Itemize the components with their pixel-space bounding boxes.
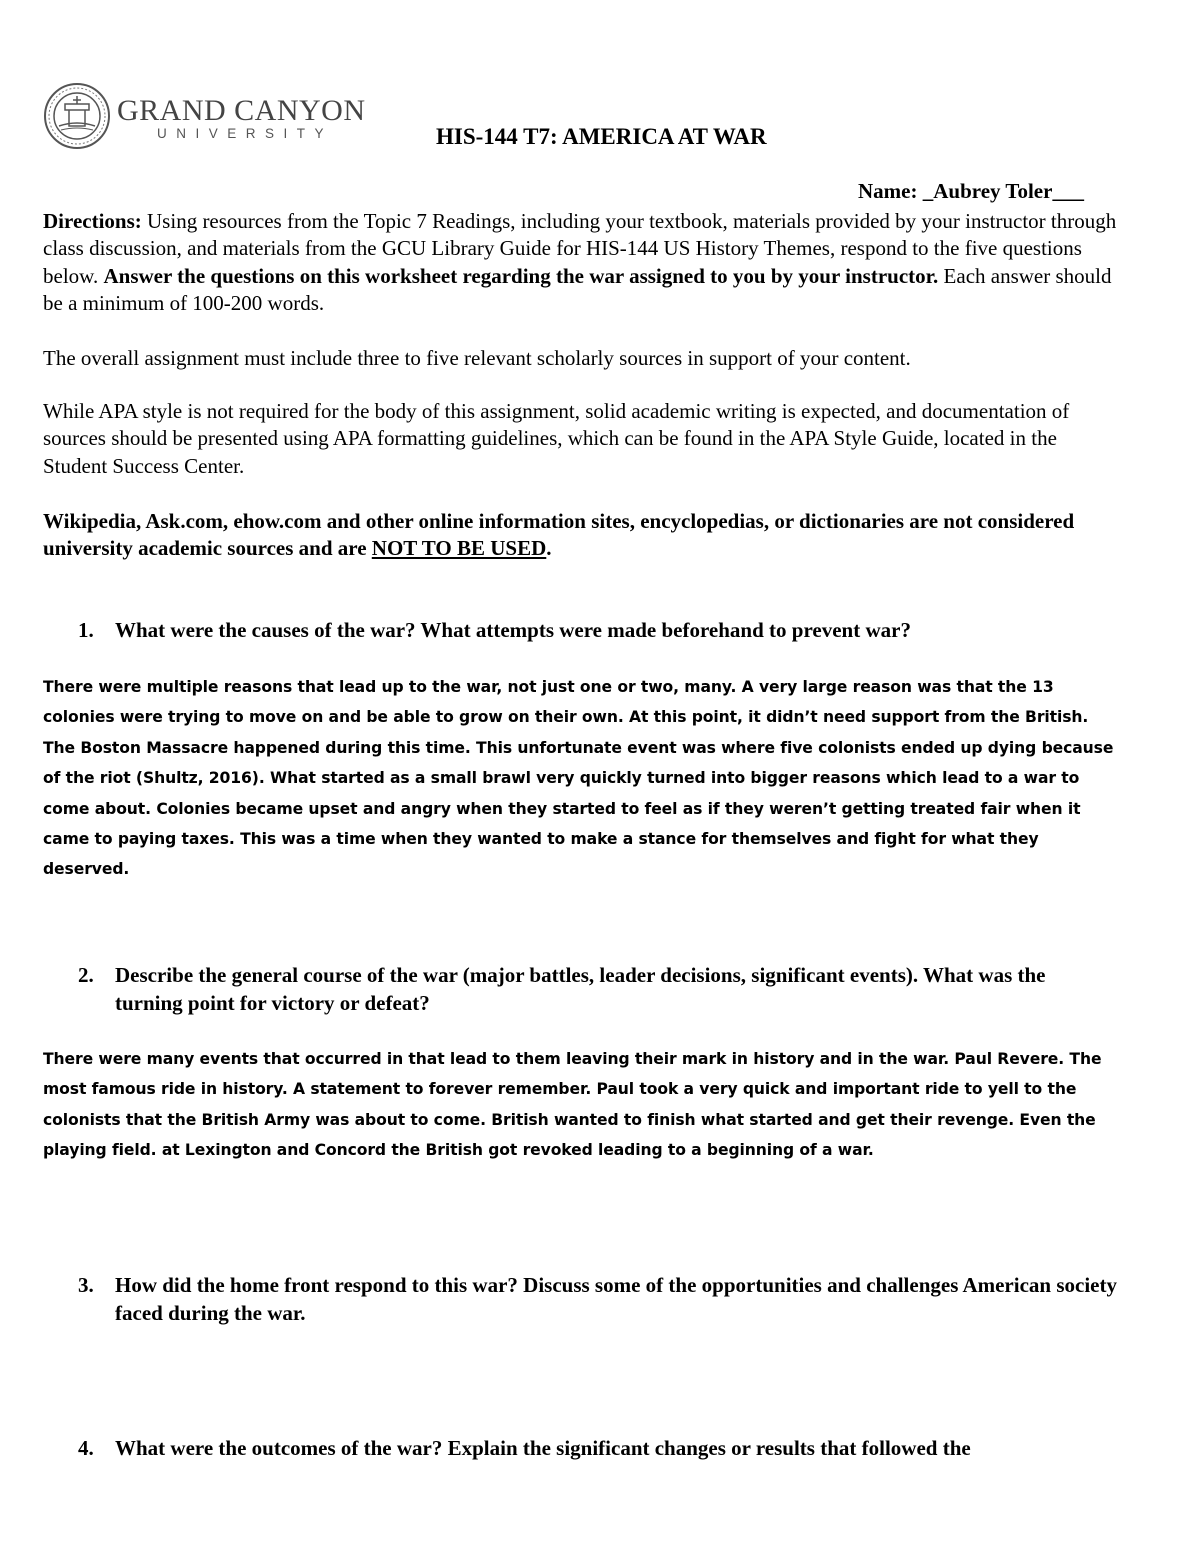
question-2 [78,962,1118,1017]
directions-bold-text: Answer the questions on this worksheet regarding the war assigned to you by your instructor. [103,263,939,288]
question-1 [78,617,1118,645]
question-text: What were the outcomes of the war? Explain the significant changes or results that followed the [115,1436,971,1460]
university-name: GRAND CANYON [117,94,366,127]
university-seal-icon [43,82,111,150]
warning-underlined: NOT TO BE USED [371,536,547,561]
question-4 [78,1435,1118,1463]
question-text: What were the causes of the war? What attempts were made beforehand to prevent war? [115,618,911,642]
answer-1: There were multiple reasons that lead up to the war, not just one or two, many. A very large reason was that the 13 colonies were trying to move on and be able to grow on their own. At this point, it didn’t need support from the British. The Boston Massacre happened during this time. This unfortunate event was where five colonists ended up dying because of the riot (Shultz, 2016). What started as a small brawl very quickly turned into bigger reasons which lead to a war to come about. Colonies became upset and angry when they started to feel as if they weren’t getting treated fair when it came to paying taxes. This was a time when they wanted to make a stance for themselves and fight for what they deserved. [43,678,1114,879]
student-name: _Aubrey Toler___ [922,179,1084,203]
warning-paragraph [43,508,1118,563]
question-text: How did the home front respond to this war? Discuss some of the opportunities and challenges American society faced during the war. [115,1273,1117,1325]
directions-paragraph [43,208,1118,317]
warning-end: . [546,536,552,561]
university-logo [43,82,366,152]
directions-tail: Each answer should be a minimum of 100-200 words. [43,263,1112,315]
question-number: 2. [78,963,94,987]
question-3 [78,1272,1118,1327]
question-number: 3. [78,1273,94,1297]
university-subtitle: UNIVERSITY [157,126,334,141]
directions-label: Directions: [43,209,142,233]
sources-note: The overall assignment must include three to five relevant scholarly sources in support of your content. [43,346,911,370]
directions-text: Using resources from the Topic 7 Readings, including your textbook, materials provided by your instructor through class discussion, and materials from the GCU Library Guide for HIS-144 US History Themes, respond to the five questions below. [43,209,1117,288]
name-label: Name: [858,179,918,203]
student-name-line [858,179,1084,204]
document-title: HIS-144 T7: AMERICA AT WAR [436,124,767,149]
question-text: Describe the general course of the war (major battles, leader decisions, significant events). What was the turning point for victory or defeat? [115,963,1046,1015]
answer-2: There were many events that occurred in that lead to them leaving their mark in history and in the war. Paul Revere. The most famous ride in history. A statement to forever remember. Paul took a very quick and important ride to yell to the colonists that the British Army was about to come. British wanted to finish what started and get their revenge. Even the playing field. at Lexington and Concord the British got revoked leading to a beginning of a war. [43,1050,1102,1160]
apa-note: While APA style is not required for the body of this assignment, solid academic writing is expected, and documentation of sources should be presented using APA formatting guidelines, which can be found in the APA Style Guide, located in the Student Success Center. [43,399,1070,478]
question-number: 1. [78,618,94,642]
warning-text: Wikipedia, Ask.com, ehow.com and other online information sites, encyclopedias, or dictionaries are not considered university academic sources and are [43,509,1075,561]
question-number: 4. [78,1436,94,1460]
